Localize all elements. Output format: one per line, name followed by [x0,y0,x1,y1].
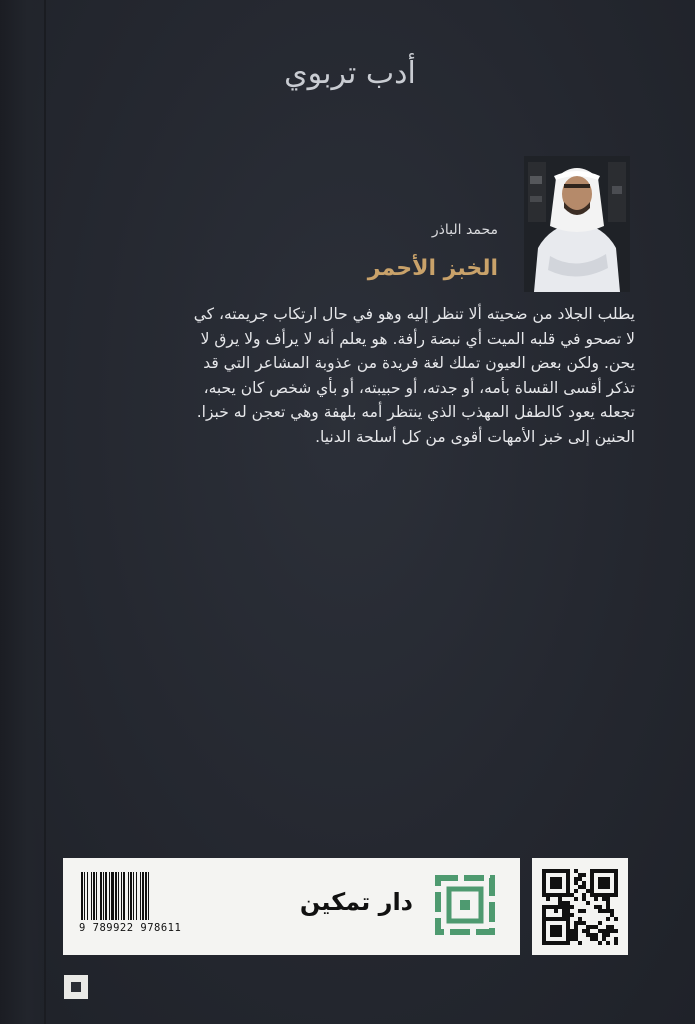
barcode-label-panel [63,858,520,955]
blurb-line: الحنين إلى خبز الأمهات أقوى من كل أسلحة الدنيا. [315,427,635,446]
blurb-line: لا تصحو في قلبه الميت أي نبضة رأفة. هو يعلم أنه لا يرأف ولا يرق لا [200,329,635,348]
blurb-line: يطلب الجلاد من ضحيته ألا تنظر إليه وهو في حال ارتكاب جريمته، كي [193,305,635,323]
qr-code-panel [532,858,628,955]
author-photo [524,156,630,292]
blurb-line: يحن. ولكن بعض العيون تملك لغة فريدة من عذوبة المشاعر التي قد [203,354,635,372]
corner-square-icon [63,974,89,1000]
spine-fold [44,0,46,1024]
series-label: أدب تربوي [284,56,416,91]
barcode-icon [79,872,211,922]
blurb-text [60,302,635,482]
publisher-name: دار تمكين [299,888,413,916]
blurb-line: تذكر أقسى القساة بأمه، أو جدته، أو حبيبته، أو بأي شخص كان يحبه، [203,378,635,397]
blurb-line: تجعله يعود كالطفل المهذب الذي ينتظر أمه بلهفة وهي تعجن له خبزا. [196,403,635,421]
publisher-logo-icon [435,875,495,935]
spine-shadow [0,0,46,1024]
book-title: الخبز الأحمر [367,256,498,281]
author-name: محمد الباذر [431,222,498,238]
author-portrait-icon [524,156,630,292]
isbn-number: 9 789922 978611 [79,922,182,934]
qr-code-icon [542,869,618,945]
